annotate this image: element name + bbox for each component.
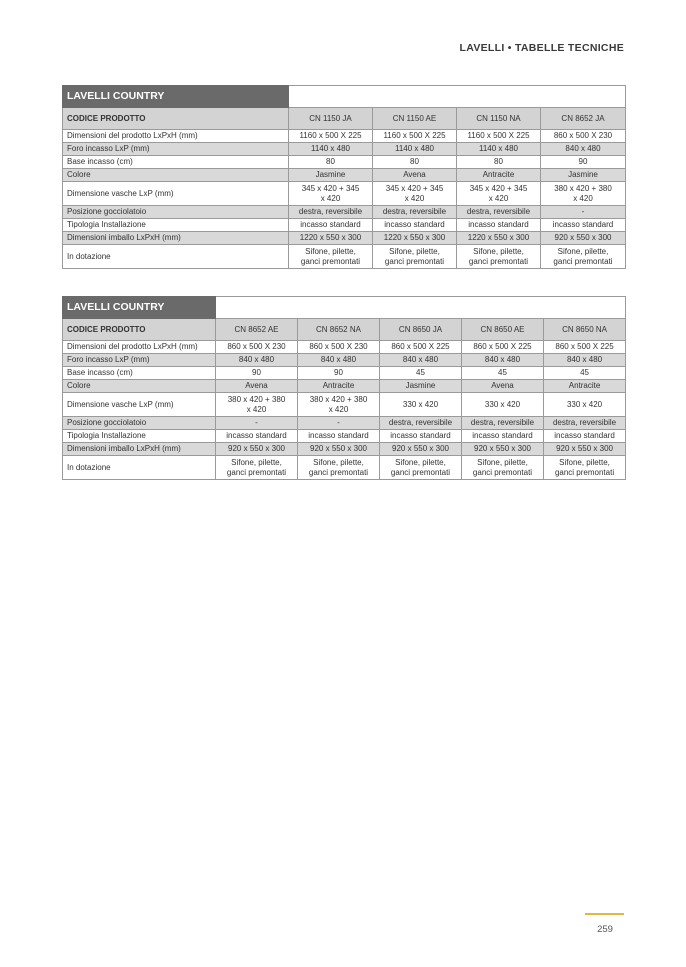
table-row <box>63 169 626 182</box>
table-cell: 840 x 480 <box>462 354 544 367</box>
table-cell: 1220 x 550 x 300 <box>373 232 457 245</box>
table-cell: Sifone, pilette, ganci premontati <box>462 456 544 480</box>
product-code: CN 8652 NA <box>298 319 380 341</box>
table-cell: 80 <box>289 156 373 169</box>
page-header-title: LAVELLI • TABELLE TECNICHE <box>459 42 624 54</box>
table-row <box>63 443 626 456</box>
table-row <box>63 341 626 354</box>
table-cell: 840 x 480 <box>541 143 626 156</box>
table-cell: Sifone, pilette, ganci premontati <box>380 456 462 480</box>
table-cell: 330 x 420 <box>544 393 626 417</box>
row-label: Dimensione vasche LxP (mm) <box>63 393 216 417</box>
product-code: CN 8650 JA <box>380 319 462 341</box>
table-cell: 345 x 420 + 345 x 420 <box>289 182 373 206</box>
table-row <box>63 417 626 430</box>
row-label: Base incasso (cm) <box>63 367 216 380</box>
table-row <box>63 354 626 367</box>
table-cell: 1160 x 500 X 225 <box>457 130 541 143</box>
table-row <box>63 143 626 156</box>
row-label: Colore <box>63 169 289 182</box>
table-cell: 330 x 420 <box>462 393 544 417</box>
table-cell: Jasmine <box>289 169 373 182</box>
table-cell: Sifone, pilette, ganci premontati <box>544 456 626 480</box>
table-cell: 45 <box>380 367 462 380</box>
table-cell: - <box>298 417 380 430</box>
row-label: Dimensioni del prodotto LxPxH (mm) <box>63 130 289 143</box>
title-blank-cell <box>216 297 626 319</box>
table-cell: 840 x 480 <box>544 354 626 367</box>
table-cell: Avena <box>373 169 457 182</box>
table-row <box>63 367 626 380</box>
row-label: Posizione gocciolatoio <box>63 206 289 219</box>
table-cell: 90 <box>216 367 298 380</box>
row-label: Dimensioni imballo LxPxH (mm) <box>63 232 289 245</box>
table-cell: Sifone, pilette, ganci premontati <box>541 245 626 269</box>
table-cell: 345 x 420 + 345 x 420 <box>373 182 457 206</box>
table-cell: 840 x 480 <box>298 354 380 367</box>
table-cell: Jasmine <box>380 380 462 393</box>
table-cell: destra, reversibile <box>457 206 541 219</box>
product-code: CN 8650 AE <box>462 319 544 341</box>
row-label: Posizione gocciolatoio <box>63 417 216 430</box>
table-row <box>63 219 626 232</box>
table-cell: destra, reversibile <box>462 417 544 430</box>
table-cell: Antracite <box>298 380 380 393</box>
table-cell: 920 x 550 x 300 <box>216 443 298 456</box>
table-row <box>63 206 626 219</box>
table-cell: 90 <box>541 156 626 169</box>
table-cell: 380 x 420 + 380 x 420 <box>541 182 626 206</box>
table-cell: 380 x 420 + 380 x 420 <box>216 393 298 417</box>
table-cell: destra, reversibile <box>373 206 457 219</box>
table-row <box>63 380 626 393</box>
table-cell: Sifone, pilette, ganci premontati <box>298 456 380 480</box>
table-cell: Antracite <box>457 169 541 182</box>
table-cell: incasso standard <box>544 430 626 443</box>
table-cell: 1220 x 550 x 300 <box>457 232 541 245</box>
page-number: 259 <box>597 924 613 935</box>
table-cell: 920 x 550 x 300 <box>541 232 626 245</box>
table-cell: incasso standard <box>380 430 462 443</box>
table-cell: 345 x 420 + 345 x 420 <box>457 182 541 206</box>
table-cell: - <box>541 206 626 219</box>
table-cell: incasso standard <box>298 430 380 443</box>
table-cell: 860 x 500 X 230 <box>216 341 298 354</box>
spec-table-1 <box>62 85 626 269</box>
table-cell: incasso standard <box>462 430 544 443</box>
title-blank-cell <box>289 86 626 108</box>
table-cell: Jasmine <box>541 169 626 182</box>
row-label: Tipologia Installazione <box>63 430 216 443</box>
product-code: CN 1150 NA <box>457 108 541 130</box>
table-title: LAVELLI COUNTRY <box>63 297 216 319</box>
table-cell: 1220 x 550 x 300 <box>289 232 373 245</box>
table-cell: 860 x 500 X 225 <box>462 341 544 354</box>
table-cell: 840 x 480 <box>216 354 298 367</box>
product-code: CN 1150 AE <box>373 108 457 130</box>
table-row <box>63 456 626 480</box>
table-cell: 380 x 420 + 380 x 420 <box>298 393 380 417</box>
table-cell: Sifone, pilette, ganci premontati <box>216 456 298 480</box>
table-cell: - <box>216 417 298 430</box>
table-cell: Sifone, pilette, ganci premontati <box>289 245 373 269</box>
table-cell: 1140 x 480 <box>289 143 373 156</box>
table-cell: incasso standard <box>289 219 373 232</box>
row-label: Tipologia Installazione <box>63 219 289 232</box>
table-row <box>63 430 626 443</box>
row-label: Dimensioni del prodotto LxPxH (mm) <box>63 341 216 354</box>
table-cell: 840 x 480 <box>380 354 462 367</box>
table-cell: incasso standard <box>216 430 298 443</box>
product-code: CN 8652 JA <box>541 108 626 130</box>
table-cell: incasso standard <box>457 219 541 232</box>
table-cell: 1140 x 480 <box>457 143 541 156</box>
table-cell: 860 x 500 X 225 <box>544 341 626 354</box>
table-cell: Avena <box>462 380 544 393</box>
table-cell: 80 <box>373 156 457 169</box>
table-cell: 330 x 420 <box>380 393 462 417</box>
table-cell: Sifone, pilette, ganci premontati <box>457 245 541 269</box>
table-row <box>63 156 626 169</box>
table-cell: 920 x 550 x 300 <box>298 443 380 456</box>
row-label: Colore <box>63 380 216 393</box>
row-label: In dotazione <box>63 456 216 480</box>
table-cell: destra, reversibile <box>380 417 462 430</box>
table-cell: Sifone, pilette, ganci premontati <box>373 245 457 269</box>
table-cell: 45 <box>462 367 544 380</box>
table-row <box>63 232 626 245</box>
table-cell: 1160 x 500 X 225 <box>373 130 457 143</box>
table-cell: 920 x 550 x 300 <box>544 443 626 456</box>
table-cell: 45 <box>544 367 626 380</box>
table-cell: Avena <box>216 380 298 393</box>
table-cell: incasso standard <box>373 219 457 232</box>
code-label: CODICE PRODOTTO <box>63 319 216 341</box>
table-cell: 860 x 500 X 230 <box>541 130 626 143</box>
table-cell: Antracite <box>544 380 626 393</box>
row-label: Base incasso (cm) <box>63 156 289 169</box>
row-label: Dimensioni imballo LxPxH (mm) <box>63 443 216 456</box>
product-code: CN 1150 JA <box>289 108 373 130</box>
row-label: Dimensione vasche LxP (mm) <box>63 182 289 206</box>
table-cell: 80 <box>457 156 541 169</box>
product-code: CN 8650 NA <box>544 319 626 341</box>
row-label: Foro incasso LxP (mm) <box>63 354 216 367</box>
table-cell: destra, reversibile <box>289 206 373 219</box>
table-cell: 90 <box>298 367 380 380</box>
footer-accent-rule <box>585 913 624 915</box>
row-label: In dotazione <box>63 245 289 269</box>
table-row <box>63 182 626 206</box>
table-row <box>63 245 626 269</box>
table-cell: 860 x 500 X 230 <box>298 341 380 354</box>
table-row <box>63 130 626 143</box>
table-row <box>63 393 626 417</box>
table-cell: destra, reversibile <box>544 417 626 430</box>
table-cell: 920 x 550 x 300 <box>380 443 462 456</box>
row-label: Foro incasso LxP (mm) <box>63 143 289 156</box>
table-cell: incasso standard <box>541 219 626 232</box>
spec-table-2 <box>62 296 626 480</box>
table-cell: 860 x 500 X 225 <box>380 341 462 354</box>
table-title: LAVELLI COUNTRY <box>63 86 289 108</box>
table-cell: 1160 x 500 X 225 <box>289 130 373 143</box>
table-cell: 1140 x 480 <box>373 143 457 156</box>
code-label: CODICE PRODOTTO <box>63 108 289 130</box>
table-cell: 920 x 550 x 300 <box>462 443 544 456</box>
product-code: CN 8652 AE <box>216 319 298 341</box>
